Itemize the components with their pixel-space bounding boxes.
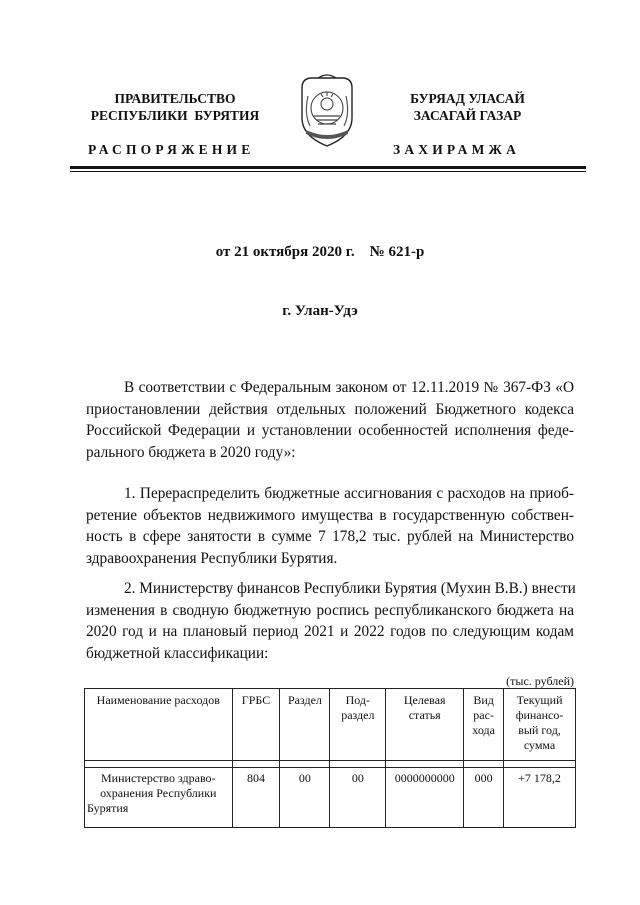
document-number: № 621-р — [369, 244, 425, 260]
table-header-row — [85, 689, 576, 761]
text-line: бюджетной классификации: — [86, 644, 269, 662]
cell-section: 00 — [280, 768, 330, 828]
issuer-name-russian — [80, 90, 270, 124]
text-line: 1. Перераспределить бюджетные ассигнования с расходов на приоб- — [124, 485, 574, 502]
text-line: 2020 год и на плановый период 2021 и 2022 годов по следующим кодам — [86, 623, 574, 640]
issuer-buryat-line2: ЗАСАГАЙ ГАЗАР — [413, 108, 522, 123]
text-line: В соответствии с Федеральным законом от 12.11.2019 № 367-ФЗ «О — [124, 379, 574, 396]
cell-sum: +7 178,2 — [504, 768, 576, 828]
col-header-target-article: Целевая статья — [386, 689, 464, 761]
issuer-line1: ПРАВИТЕЛЬСТВО — [114, 91, 236, 106]
issuer-line2: РЕСПУБЛИКИ БУРЯТИЯ — [90, 108, 260, 123]
document-type-buryat: ЗАХИРАМЖА — [393, 142, 521, 157]
clause-1-paragraph — [86, 483, 574, 569]
document-type-russian: РАСПОРЯЖЕНИЕ — [88, 142, 255, 157]
document-city: г. Улан-Удэ — [282, 303, 358, 319]
cell-subsection: 00 — [330, 768, 386, 828]
col-header-grbs: ГРБС — [232, 689, 280, 761]
col-header-current-year-sum: Текущий финансо-вый год, сумма — [504, 689, 576, 761]
issuer-buryat-line1: БУРЯАД УЛАСАЙ — [410, 91, 525, 106]
text-line: 2. Министерству финансов Республики Бурятия (Мухин В.В.) внести — [124, 580, 576, 597]
coat-of-arms-icon — [296, 74, 358, 150]
text-line: Российской Федерации и установлении особенностей исполнения феде- — [86, 422, 574, 439]
document-date-number — [0, 244, 640, 261]
text-line: ность в сфере занятости в сумме 7 178,2 тыс. рублей на Министерство — [86, 528, 574, 545]
col-header-section: Раздел — [280, 689, 330, 761]
document-date: от 21 октября 2020 г. — [215, 244, 355, 260]
cell-target-article: 0000000000 — [386, 768, 464, 828]
clause-2-paragraph — [86, 578, 574, 664]
text-line: здравоохранения Республики Бурятия. — [86, 549, 338, 567]
cell-grbs: 804 — [232, 768, 280, 828]
col-header-expense-name: Наименование расходов — [85, 689, 233, 761]
text-line: рального бюджета в 2020 году»: — [86, 443, 296, 461]
text-line: ретение объектов недвижимого имущества в государственную собствен- — [86, 506, 574, 524]
cell-expense-name: Министерство здраво-охранения Республики Бурятия — [85, 768, 233, 828]
table-spacer-row — [85, 761, 576, 768]
col-header-expense-type: Вид рас-хода — [464, 689, 504, 761]
text-line: приостановлении действия отдельных положений Бюджетного кодекса — [86, 400, 574, 418]
table-units-note: (тыс. рублей) — [506, 674, 574, 688]
preamble-paragraph — [86, 377, 574, 463]
cell-expense-type: 000 — [464, 768, 504, 828]
issuer-name-buryat — [380, 90, 555, 124]
text-line: изменения в сводную бюджетную роспись республиканского бюджета на — [86, 601, 574, 619]
table-row — [85, 768, 576, 828]
header-divider-thin — [70, 171, 586, 172]
col-header-subsection: Под-раздел — [330, 689, 386, 761]
header-divider-thick — [70, 166, 586, 169]
budget-table — [84, 688, 576, 828]
